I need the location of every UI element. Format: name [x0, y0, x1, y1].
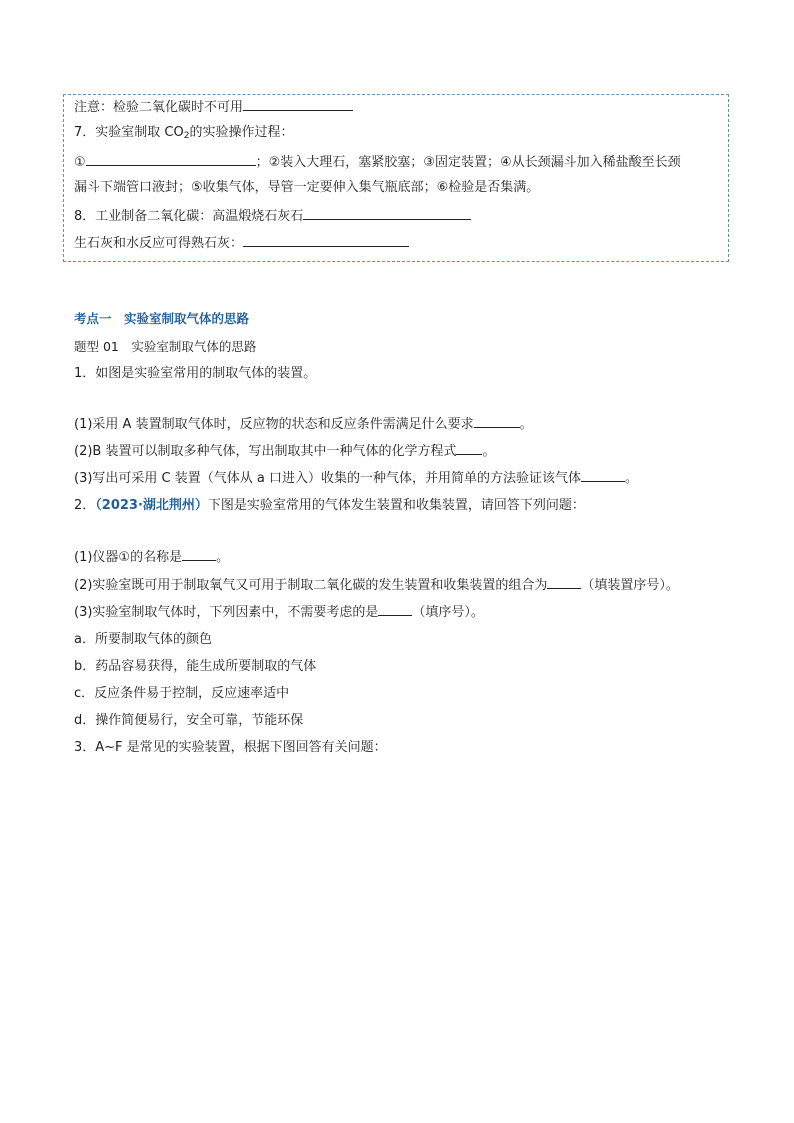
- q2-part1-text: (1)仪器①的名称是: [74, 550, 183, 565]
- answer-blank[interactable]: [581, 469, 625, 482]
- q2-stem: 下图是实验室常用的气体发生装置和收集装置，请回答下列问题：: [207, 498, 585, 513]
- q1-part3-text: (3)写出可采用 C 装置（气体从 a 口进入）收集的一种气体，并用简单的方法验证该气体: [74, 471, 581, 486]
- q1-part2-text: (2)B 装置可以制取多种气体，写出制取其中一种气体的化学方程式: [74, 444, 457, 459]
- item7-prefix: 7．实验室制取 CO: [74, 125, 184, 140]
- q3-stem: 3．A~F 是常见的实验装置，根据下图回答有关问题：: [74, 740, 387, 755]
- period: 。: [482, 444, 496, 459]
- item7-suffix: 的实验操作过程：: [189, 125, 294, 140]
- item7-steps-line: [74, 151, 681, 173]
- period: 。: [519, 417, 533, 432]
- option-b: b．药品容易获得，能生成所要制取的气体: [74, 659, 317, 674]
- item7-steps-line-2: [74, 178, 539, 198]
- section-title: 考点一 实验室制取气体的思路: [74, 311, 250, 326]
- answer-blank[interactable]: [547, 576, 581, 589]
- item8-text: 8．工业制备二氧化碳：高温煅烧石灰石: [74, 209, 304, 224]
- answer-blank[interactable]: [378, 603, 412, 616]
- item7-steps-a: ；②装入大理石，塞紧胶塞；③固定装置；④从长颈漏斗加入稀盐酸至长颈: [255, 155, 681, 170]
- lime-text: 生石灰和水反应可得熟石灰：: [74, 236, 244, 251]
- q2-number: 2．: [74, 498, 96, 513]
- q1-part1: [74, 415, 533, 435]
- step1-marker: ①: [74, 155, 86, 170]
- item7-steps-b: 漏斗下端管口液封；⑤收集气体，导管一定要伸入集气瓶底部；⑥检验是否集满。: [74, 180, 540, 195]
- q2-stem-line: [74, 496, 585, 516]
- item7-subscript: 2: [183, 131, 190, 141]
- option-d: d．操作简便易行，安全可靠，节能环保: [74, 713, 304, 728]
- answer-blank[interactable]: [303, 205, 471, 220]
- type-label: 题型 01 实验室制取气体的思路: [74, 339, 257, 354]
- note-text: 注意：检验二氧化碳时不可用: [74, 100, 244, 115]
- option-c: c．反应条件易于控制，反应速率适中: [74, 686, 290, 701]
- lime-line: [74, 232, 409, 254]
- q2-part3-text: (3)实验室制取气体时，下列因素中，不需要考虑的是: [74, 605, 379, 620]
- q2-part3-end: （填序号）。: [412, 605, 484, 620]
- period: 。: [625, 471, 639, 486]
- period: 。: [216, 550, 230, 565]
- answer-blank[interactable]: [243, 232, 409, 247]
- q2-part2-end: （填装置序号）。: [581, 578, 679, 593]
- q1-stem: 1．如图是实验室常用的制取气体的装置。: [74, 366, 317, 381]
- option-a: a．所要制取气体的颜色: [74, 632, 212, 647]
- q1-part2: [74, 442, 495, 462]
- answer-blank[interactable]: [243, 96, 353, 111]
- q2-source: （2023·湖北荆州）: [95, 498, 208, 513]
- answer-blank[interactable]: [86, 151, 256, 166]
- q2-part2: [74, 576, 679, 596]
- item7-line: [74, 123, 293, 143]
- answer-blank[interactable]: [474, 415, 520, 428]
- q1-part1-text: (1)采用 A 装置制取气体时，反应物的状态和反应条件需满足什么要求: [74, 417, 474, 432]
- q2-part2-text: (2)实验室既可用于制取氧气又可用于制取二氧化碳的发生装置和收集装置的组合为: [74, 578, 548, 593]
- note-line: [74, 96, 353, 118]
- q2-part1: [74, 548, 229, 568]
- answer-blank[interactable]: [182, 548, 216, 561]
- answer-blank[interactable]: [456, 442, 482, 455]
- q2-part3: [74, 603, 484, 623]
- q1-part3: [74, 469, 638, 489]
- item8-line: [74, 205, 471, 227]
